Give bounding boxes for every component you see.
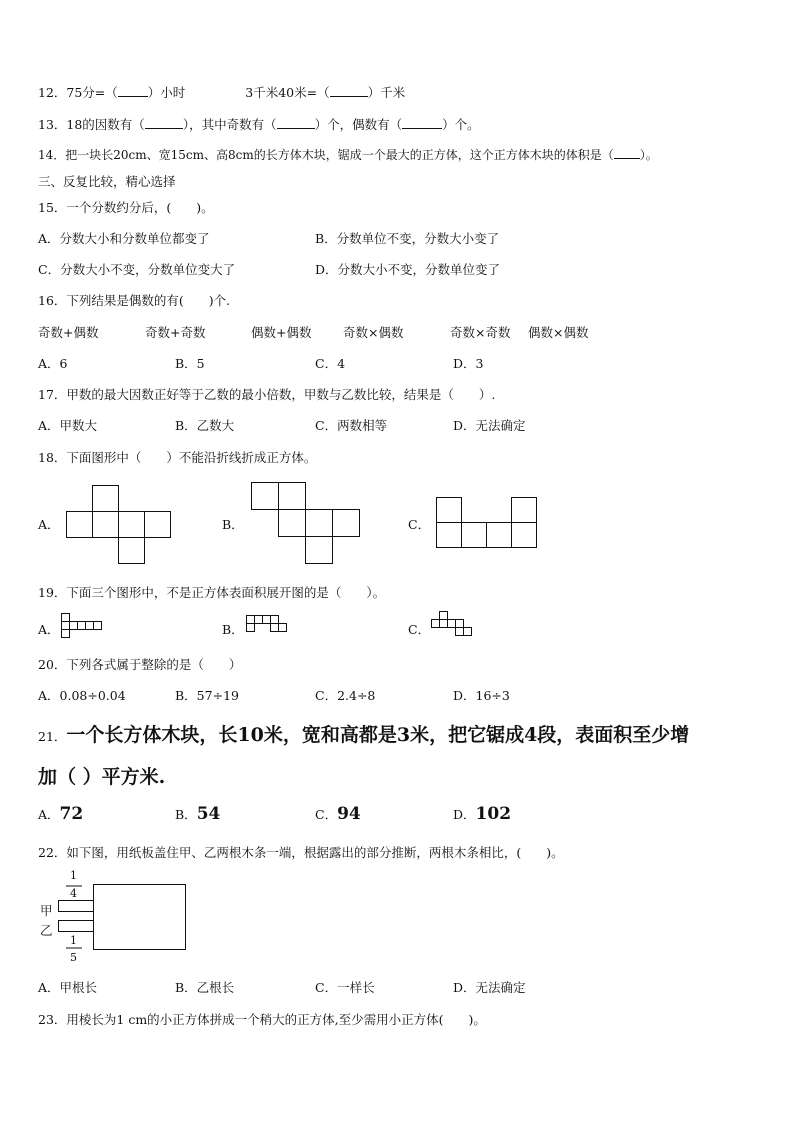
q21-option-b[interactable]: B．54 xyxy=(175,804,221,824)
q16-expr: 奇数+奇数 xyxy=(145,325,206,340)
q22-option-c[interactable]: C．一样长 xyxy=(315,980,375,995)
q16-expr: 偶数+偶数 xyxy=(251,325,312,340)
q18-option-a[interactable]: A． xyxy=(38,517,60,532)
q22-option-d[interactable]: D．无法确定 xyxy=(453,980,526,995)
q16-option-b[interactable]: B．5 xyxy=(175,356,205,371)
q15-option-c[interactable]: C．分数大小不变，分数单位变大了 xyxy=(38,262,236,277)
small-net-b xyxy=(246,615,288,639)
question-21-stem: 21．一个长方体木块，长10米，宽和高都是3米，把它锯成4段，表面积至少增 xyxy=(38,724,690,746)
q18-option-c[interactable]: C． xyxy=(408,517,431,532)
question-14: 14．把一块长20cm、宽15cm、高8cm的长方体木块，锯成一个最大的正方体，这个正方体木块的体积是（ ）。 xyxy=(38,148,658,162)
answer-blank[interactable] xyxy=(402,118,442,129)
cube-net-a xyxy=(66,485,172,565)
fraction-bottom-numerator: 1 xyxy=(70,934,77,947)
fraction-top-denominator: 4 xyxy=(70,887,77,900)
q16-expr: 奇数×偶数 xyxy=(343,325,404,340)
q15-option-b[interactable]: B．分数单位不变，分数大小变了 xyxy=(315,231,500,246)
question-22-stem: 22．如下图，用纸板盖住甲、乙两根木条一端，根据露出的部分推断，两根木条相比，( )。 xyxy=(38,845,564,860)
section-heading: 三、反复比较，精心选择 xyxy=(38,174,176,189)
fraction-top-numerator: 1 xyxy=(70,869,77,882)
q15-option-d[interactable]: D．分数大小不变，分数单位变了 xyxy=(315,262,501,277)
question-12: 12．75分=（ ）小时 3千米40米=（ ）千米 xyxy=(38,85,406,100)
question-23-stem: 23．用棱长为1 cm的小正方体拼成一个稍大的正方体,至少需用小正方体( )。 xyxy=(38,1012,486,1027)
q17-option-c[interactable]: C．两数相等 xyxy=(315,418,388,433)
small-net-c xyxy=(431,611,473,641)
q20-option-a[interactable]: A．0.08÷0.04 xyxy=(38,688,126,703)
question-18-stem: 18．下面图形中（ ）不能沿折线折成正方体。 xyxy=(38,450,317,465)
q17-option-d[interactable]: D．无法确定 xyxy=(453,418,526,433)
q21-option-d[interactable]: D．102 xyxy=(453,804,512,824)
q16-option-d[interactable]: D．3 xyxy=(453,356,484,371)
q20-option-d[interactable]: D．16÷3 xyxy=(453,688,510,703)
q21-option-c[interactable]: C．94 xyxy=(315,804,361,824)
question-16-stem: 16．下列结果是偶数的有( )个. xyxy=(38,293,231,308)
question-19-stem: 19．下面三个图形中，不是正方体表面积展开图的是（ ）。 xyxy=(38,585,386,600)
question-17-stem: 17．甲数的最大因数正好等于乙数的最小倍数，甲数与乙数比较，结果是（ ）. xyxy=(38,387,496,402)
q16-option-a[interactable]: A．6 xyxy=(38,356,68,371)
answer-blank[interactable] xyxy=(277,118,315,129)
small-net-a xyxy=(61,613,103,641)
q18-option-b[interactable]: B． xyxy=(222,517,244,532)
stick-diagram xyxy=(38,868,198,968)
q21-option-a[interactable]: A．72 xyxy=(38,804,84,824)
q19-option-b[interactable]: B． xyxy=(222,622,244,637)
question-21-line2: 加（ ）平方米. xyxy=(38,766,166,788)
question-20-stem: 20．下列各式属于整除的是（ ） xyxy=(38,657,242,672)
stick-label-jia: 甲 xyxy=(40,903,53,918)
q22-option-b[interactable]: B．乙根长 xyxy=(175,980,235,995)
q19-option-a[interactable]: A． xyxy=(38,622,60,637)
answer-blank[interactable] xyxy=(614,148,640,159)
q20-option-c[interactable]: C．2.4÷8 xyxy=(315,688,376,703)
q19-option-c[interactable]: C． xyxy=(408,622,431,637)
q16-expr: 奇数+偶数 xyxy=(38,325,99,340)
question-15-stem: 15．一个分数约分后，( )。 xyxy=(38,200,214,215)
stick-label-yi: 乙 xyxy=(40,923,53,938)
fraction-bottom-denominator: 5 xyxy=(70,951,77,964)
q16-expr: 奇数×奇数 xyxy=(450,325,511,340)
answer-blank[interactable] xyxy=(145,118,183,129)
q16-expr: 偶数×偶数 xyxy=(528,325,589,340)
question-13: 13．18的因数有（ ），其中奇数有（ ）个，偶数有（ ）个。 xyxy=(38,117,480,132)
answer-blank[interactable] xyxy=(330,86,368,97)
q17-option-a[interactable]: A．甲数大 xyxy=(38,418,98,433)
q16-option-c[interactable]: C．4 xyxy=(315,356,346,371)
cube-net-b xyxy=(251,482,363,566)
q22-option-a[interactable]: A．甲根长 xyxy=(38,980,98,995)
cube-net-c xyxy=(436,497,538,549)
q17-option-b[interactable]: B．乙数大 xyxy=(175,418,235,433)
answer-blank[interactable] xyxy=(118,86,148,97)
q20-option-b[interactable]: B．57÷19 xyxy=(175,688,239,703)
q15-option-a[interactable]: A．分数大小和分数单位都变了 xyxy=(38,231,210,246)
